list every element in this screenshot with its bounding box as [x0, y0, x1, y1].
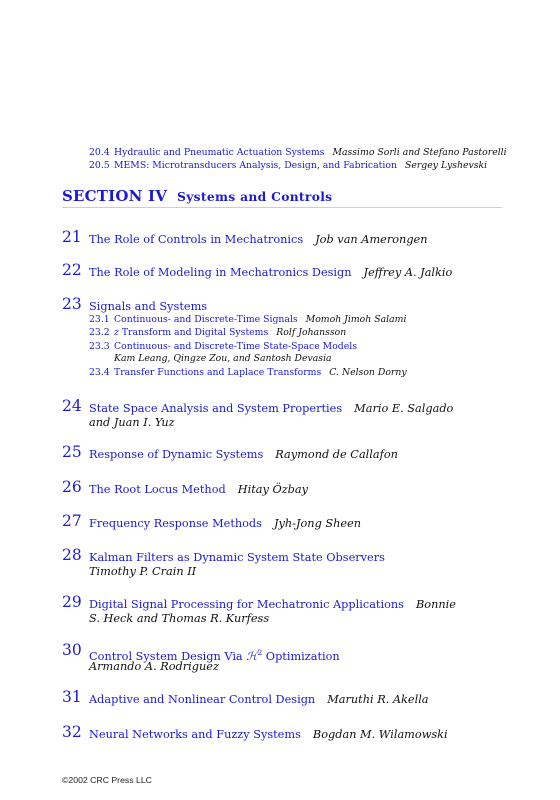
chapter-author-continued: and Juan I. Yuz: [89, 416, 175, 429]
chapter-number: 27: [62, 512, 82, 530]
chapter-author: Jyh-Jong Sheen: [273, 517, 362, 530]
entry-title[interactable]: Continuous- and Discrete-Time State-Space Models: [114, 341, 357, 352]
entry-title-text: Transform and Digital Systems: [118, 327, 269, 338]
chapter-number: 29: [62, 593, 82, 611]
toc-entry-20-5[interactable]: [89, 160, 487, 172]
chapter-number: 32: [62, 723, 82, 741]
section-divider: [62, 207, 502, 208]
chapter-number: 23: [62, 295, 82, 313]
chapter-title[interactable]: Neural Networks and Fuzzy Systems: [89, 728, 301, 741]
chapter-number: 30: [62, 641, 82, 659]
entry-author: Momoh Jimoh Salami: [305, 314, 407, 325]
toc-entry-23-3[interactable]: [89, 341, 357, 353]
chapter-author: Bonnie: [415, 598, 456, 611]
entry-number: 23.1: [89, 314, 110, 325]
chapter-author: Jeffrey A. Jalkio: [363, 266, 453, 279]
entry-title[interactable]: Hydraulic and Pneumatic Actuation Systems: [114, 147, 325, 158]
chapter-author: Mario E. Salgado: [354, 402, 454, 415]
copyright-footer: ©2002 CRC Press LLC: [62, 775, 152, 785]
section-label: SECTION IV: [62, 187, 168, 205]
entry-number: 20.5: [89, 160, 110, 171]
chapter-title[interactable]: Response of Dynamic Systems: [89, 448, 264, 461]
entry-title[interactable]: [114, 327, 268, 338]
chapter-number: 26: [62, 478, 82, 496]
entry-number: 23.4: [89, 367, 110, 378]
chapter-number: 28: [62, 546, 82, 564]
toc-entry-20-4[interactable]: [89, 147, 507, 159]
chapter-number: 25: [62, 443, 82, 461]
section-heading: [62, 186, 332, 205]
toc-entry-23-2[interactable]: [89, 327, 346, 339]
chapter-number: 21: [62, 228, 82, 246]
entry-author: C. Nelson Dorny: [329, 367, 407, 378]
entry-title[interactable]: Transfer Functions and Laplace Transforms: [114, 367, 322, 378]
title-text: Optimization: [262, 649, 340, 663]
entry-number: 20.4: [89, 147, 110, 158]
chapter-author: Hitay Özbay: [237, 483, 309, 496]
chapter-title[interactable]: Kalman Filters as Dynamic System State Observers: [89, 551, 385, 564]
entry-author: Kam Leang, Qingze Zou, and Santosh Devasia: [114, 353, 332, 364]
chapter-title[interactable]: State Space Analysis and System Properties: [89, 402, 343, 415]
toc-entry-23-4[interactable]: [89, 367, 407, 379]
chapter-title[interactable]: Frequency Response Methods: [89, 517, 262, 530]
section-title: Systems and Controls: [177, 189, 333, 204]
entry-number: 23.3: [89, 341, 110, 352]
superscript: 2: [257, 648, 263, 657]
z-symbol: z: [114, 327, 119, 338]
chapter-number: 22: [62, 261, 82, 279]
entry-author: Sergey Lyshevski: [404, 160, 488, 171]
chapter-author: Maruthi R. Akella: [327, 693, 429, 706]
entry-title[interactable]: MEMS: Microtransducers Analysis, Design, and Fabrication: [114, 160, 397, 171]
entry-title[interactable]: Continuous- and Discrete-Time Signals: [114, 314, 298, 325]
chapter-number: 24: [62, 397, 82, 415]
chapter-number: 31: [62, 688, 82, 706]
title-text: Control System Design Via: [89, 649, 247, 663]
entry-number: 23.2: [89, 327, 110, 338]
h-symbol: ℋ: [246, 649, 258, 663]
toc-entry-23-1[interactable]: [89, 314, 406, 326]
chapter-author-continued: S. Heck and Thomas R. Kurfess: [89, 612, 270, 625]
chapter-author: Job van Amerongen: [315, 233, 428, 246]
chapter-title[interactable]: The Role of Modeling in Mechatronics Design: [89, 266, 352, 279]
chapter-author: Timothy P. Crain II: [89, 565, 197, 578]
chapter-author: Armando A. Rodriguez: [89, 660, 219, 673]
chapter-title[interactable]: Adaptive and Nonlinear Control Design: [89, 693, 316, 706]
chapter-title[interactable]: Digital Signal Processing for Mechatronic Applications: [89, 598, 404, 611]
entry-author: Rolf Johansson: [276, 327, 347, 338]
chapter-title[interactable]: Signals and Systems: [89, 300, 208, 313]
chapter-title[interactable]: The Role of Controls in Mechatronics: [89, 233, 304, 246]
entry-author: Massimo Sorli and Stefano Pastorelli: [332, 147, 507, 158]
chapter-title[interactable]: The Root Locus Method: [89, 483, 226, 496]
chapter-author: Bogdan M. Wilamowski: [312, 728, 448, 741]
chapter-author: Raymond de Callafon: [275, 448, 398, 461]
